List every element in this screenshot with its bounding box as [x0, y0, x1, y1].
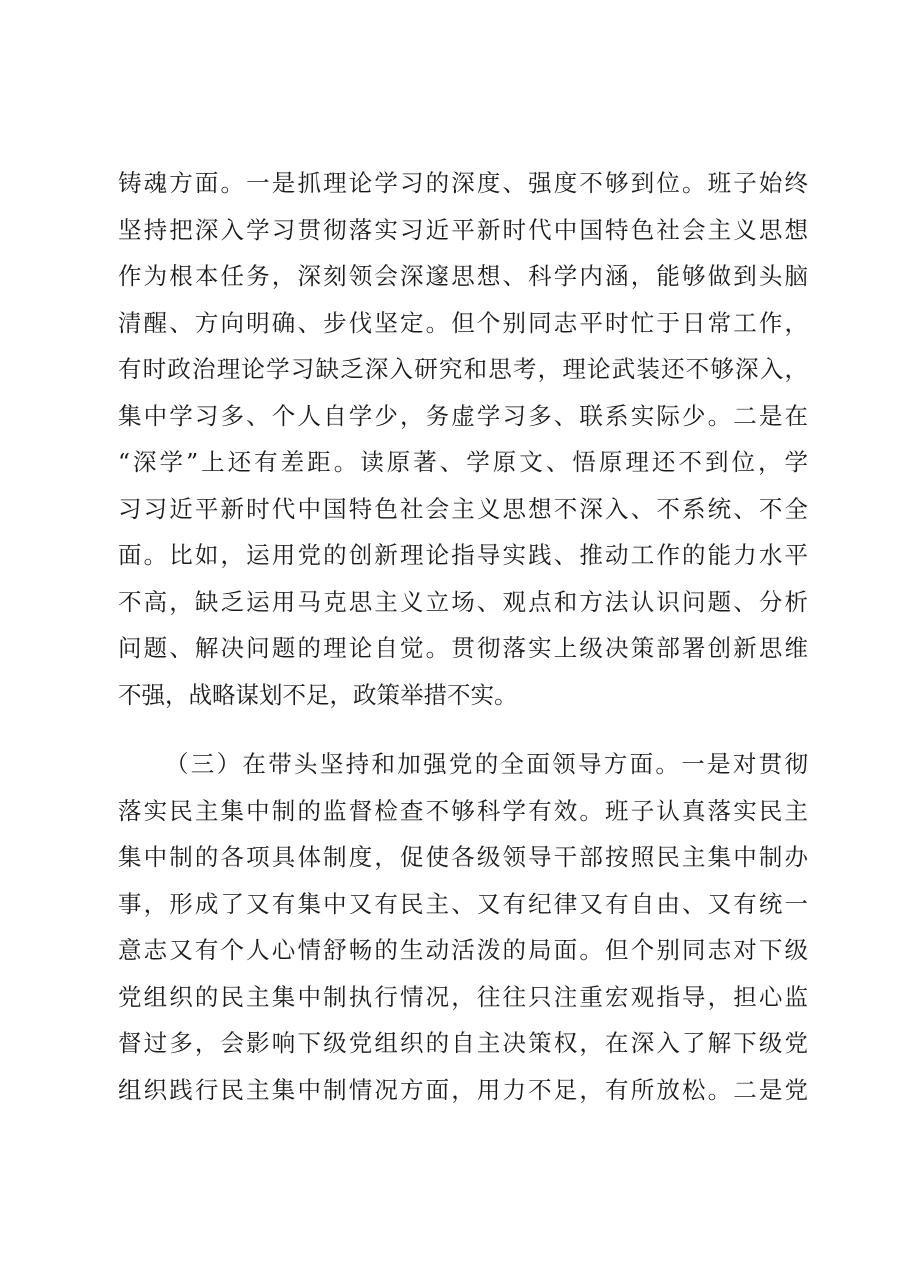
text-line: 事，形成了又有集中又有民主、又有纪律又有自由、又有统一 [118, 889, 808, 918]
text-line: 党组织的民主集中制执行情况，往往只注重宏观指导，担心监 [118, 982, 808, 1011]
text-line: 铸魂方面。一是抓理论学习的深度、强度不够到位。班子始终 [118, 169, 808, 197]
text-line: “深学”上还有差距。读原著、学原文、悟原理还不到位，学 [118, 448, 808, 476]
paragraph-continuation [118, 160, 808, 718]
text-line: 问题、解决问题的理论自觉。贯彻落实上级决策部署创新思维 [118, 634, 808, 662]
text-line: 意志又有个人心情舒畅的生动活泼的局面。但个别同志对下级 [118, 936, 808, 964]
text-line: 不强，战略谋划不足，政策举措不实。 [118, 680, 518, 709]
paragraph-section-three [118, 741, 808, 1113]
text-line: 落实民主集中制的监督检查不够科学有效。班子认真落实民主 [118, 796, 808, 825]
text-line: 有时政治理论学习缺乏深入研究和思考，理论武装还不够深入， [118, 355, 808, 383]
text-line: 习习近平新时代中国特色社会主义思想不深入、不系统、不全 [118, 494, 808, 523]
text-line: 不高，缺乏运用马克思主义立场、观点和方法认识问题、分析 [118, 587, 808, 616]
text-line: 坚持把深入学习贯彻落实习近平新时代中国特色社会主义思想 [118, 215, 808, 244]
text-line: 组织践行民主集中制情况方面，用力不足，有所放松。二是党 [118, 1075, 808, 1104]
text-line: 面。比如，运用党的创新理论指导实践、推动工作的能力水平 [118, 541, 808, 569]
text-line: 集中学习多、个人自学少，务虚学习多、联系实际少。二是在 [118, 401, 808, 430]
text-line: 督过多，会影响下级党组织的自主决策权，在深入了解下级党 [118, 1029, 808, 1057]
text-line: 清醒、方向明确、步伐坚定。但个别同志平时忙于日常工作， [118, 308, 808, 337]
text-line: 集中制的各项具体制度，促使各级领导干部按照民主集中制办 [118, 843, 808, 871]
text-line: 作为根本任务，深刻领会深邃思想、科学内涵，能够做到头脑 [118, 262, 808, 290]
section-heading-line: （三）在带头坚持和加强党的全面领导方面。一是对贯彻 [165, 750, 808, 778]
